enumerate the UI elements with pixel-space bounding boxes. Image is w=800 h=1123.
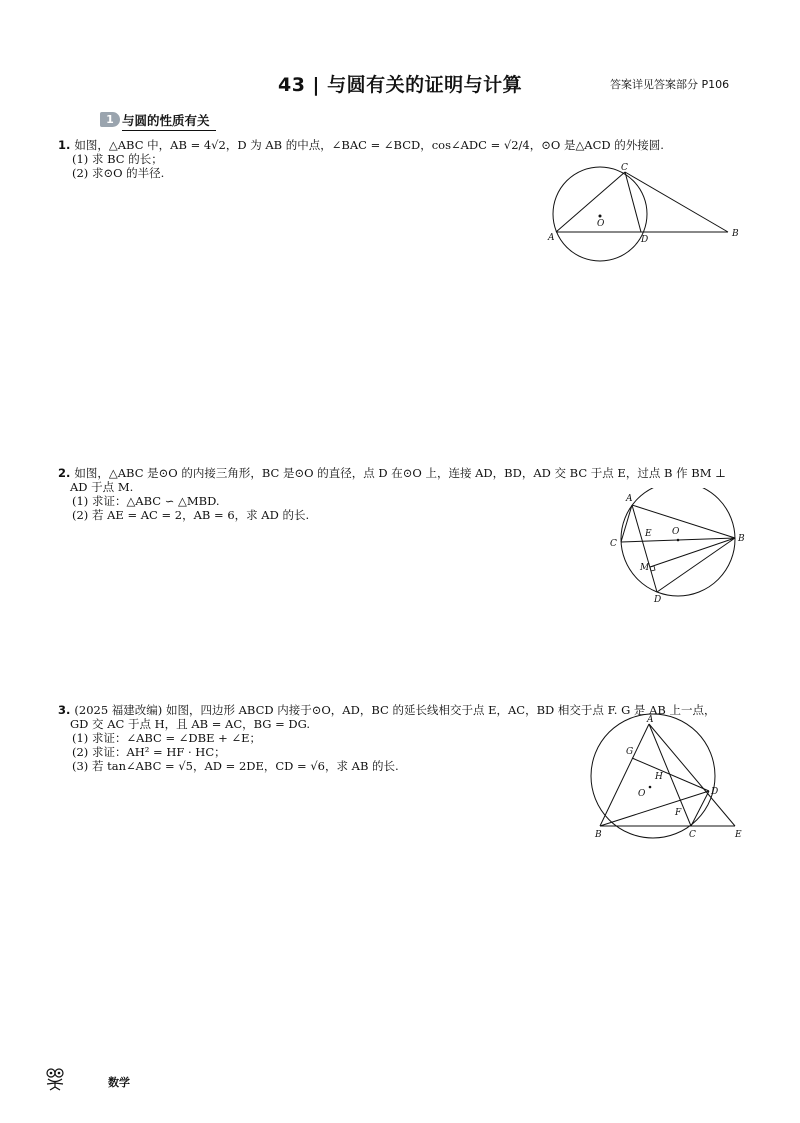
label-b: B [595, 830, 602, 840]
problem-1-stem: 1. 如图，△ABC 中，AB = 4√2，D 为 AB 的中点，∠BAC = ∠BCD，cos∠ADC = √2/4，⊙O 是△ACD 的外接圆. [58, 138, 664, 152]
circle-o [621, 488, 735, 596]
problem-1-part-2: (2) 求⊙O 的半径. [72, 166, 165, 180]
center-point [649, 786, 652, 789]
center-point [677, 539, 680, 542]
problem-2-part-1: (1) 求证：△ABC ∽ △MBD. [72, 494, 220, 508]
problem-3-text: (2025 福建改编) 如图，四边形 ABCD 内接于⊙O，AD，BC 的延长线相交于点 E，AC，BD 相交于点 F. G 是 AB 上一点， [74, 703, 716, 717]
label-d: D [711, 787, 719, 797]
segment-cb [625, 172, 728, 232]
label-o: O [638, 789, 646, 799]
segment-gd [632, 758, 709, 791]
problem-1-text: 如图，△ABC 中，AB = 4√2，D 为 AB 的中点，∠BAC = ∠BCD，cos∠ADC = √2/4，⊙O 是△ACD 的外接圆. [74, 138, 664, 152]
label-c: C [689, 830, 696, 840]
circle-o [553, 167, 647, 261]
segment-bd [657, 538, 735, 592]
segment-bm [650, 538, 735, 567]
right-angle-mark [650, 566, 655, 571]
problem-2-text: 如图，△ABC 是⊙O 的内接三角形，BC 是⊙O 的直径，点 D 在⊙O 上，连接 AD，BD，AD 交 BC 于点 E，过点 B 作 BM ⊥ [74, 466, 726, 480]
label-o: O [597, 219, 605, 229]
problem-2-number: 2 [58, 466, 67, 480]
page-title: 43 | 与圆有关的证明与计算 [278, 74, 523, 96]
label-b: B [732, 229, 739, 239]
figure-problem-3 [585, 712, 750, 842]
label-o: O [672, 527, 680, 537]
label-c: C [610, 539, 617, 549]
label-f: F [675, 808, 682, 818]
label-b: B [738, 534, 745, 544]
center-point [599, 215, 602, 218]
label-d: D [641, 235, 649, 245]
label-a: A [626, 494, 633, 504]
segment-bd [600, 791, 709, 826]
segment-ab [600, 724, 649, 826]
subject-label: 数学 [108, 1076, 130, 1089]
section-number-badge: 1 [100, 112, 120, 127]
problem-3-part-1: (1) 求证：∠ABC = ∠DBE + ∠E； [72, 731, 261, 745]
problem-1-number: 1 [58, 138, 67, 152]
problem-3-stem: 3. (2025 福建改编) 如图，四边形 ABCD 内接于⊙O，AD，BC 的延长线相交于点 E，AC，BD 相交于点 F. G 是 AB 上一点， [58, 703, 716, 717]
label-h: H [655, 772, 663, 782]
problem-1-part-1: (1) 求 BC 的长； [72, 152, 163, 166]
mascot-icon [42, 1066, 68, 1092]
label-m: M [640, 563, 650, 573]
segment-ad [632, 505, 657, 592]
problem-3-number: 3 [58, 703, 67, 717]
problem-3-part-2: (2) 求证：AH² = HF · HC； [72, 745, 226, 759]
problem-2-stem-cont: AD 于点 M. [70, 480, 134, 494]
answer-reference: 答案详见答案部分 P106 [610, 78, 730, 91]
label-e: E [735, 830, 742, 840]
label-a: A [647, 715, 654, 725]
figure-problem-2 [605, 488, 750, 606]
label-d: D [654, 595, 662, 605]
label-g: G [626, 747, 634, 757]
section-title: 与圆的性质有关 [122, 111, 216, 131]
problem-2-part-2: (2) 若 AE = AC = 2，AB = 6，求 AD 的长. [72, 508, 310, 522]
label-c: C [621, 163, 628, 173]
label-e: E [645, 529, 652, 539]
figure-problem-1 [540, 160, 750, 270]
problem-3-stem-cont: GD 交 AC 于点 H，且 AB = AC，BG = DG. [70, 717, 311, 731]
page-header [0, 70, 800, 100]
label-a: A [548, 233, 555, 243]
problem-2-stem: 2. 如图，△ABC 是⊙O 的内接三角形，BC 是⊙O 的直径，点 D 在⊙O 上，连接 AD，BD，AD 交 BC 于点 E，过点 B 作 BM ⊥ [58, 466, 726, 480]
problem-3-part-3: (3) 若 tan∠ABC = √5，AD = 2DE，CD = √6，求 AB 的长. [72, 759, 399, 773]
